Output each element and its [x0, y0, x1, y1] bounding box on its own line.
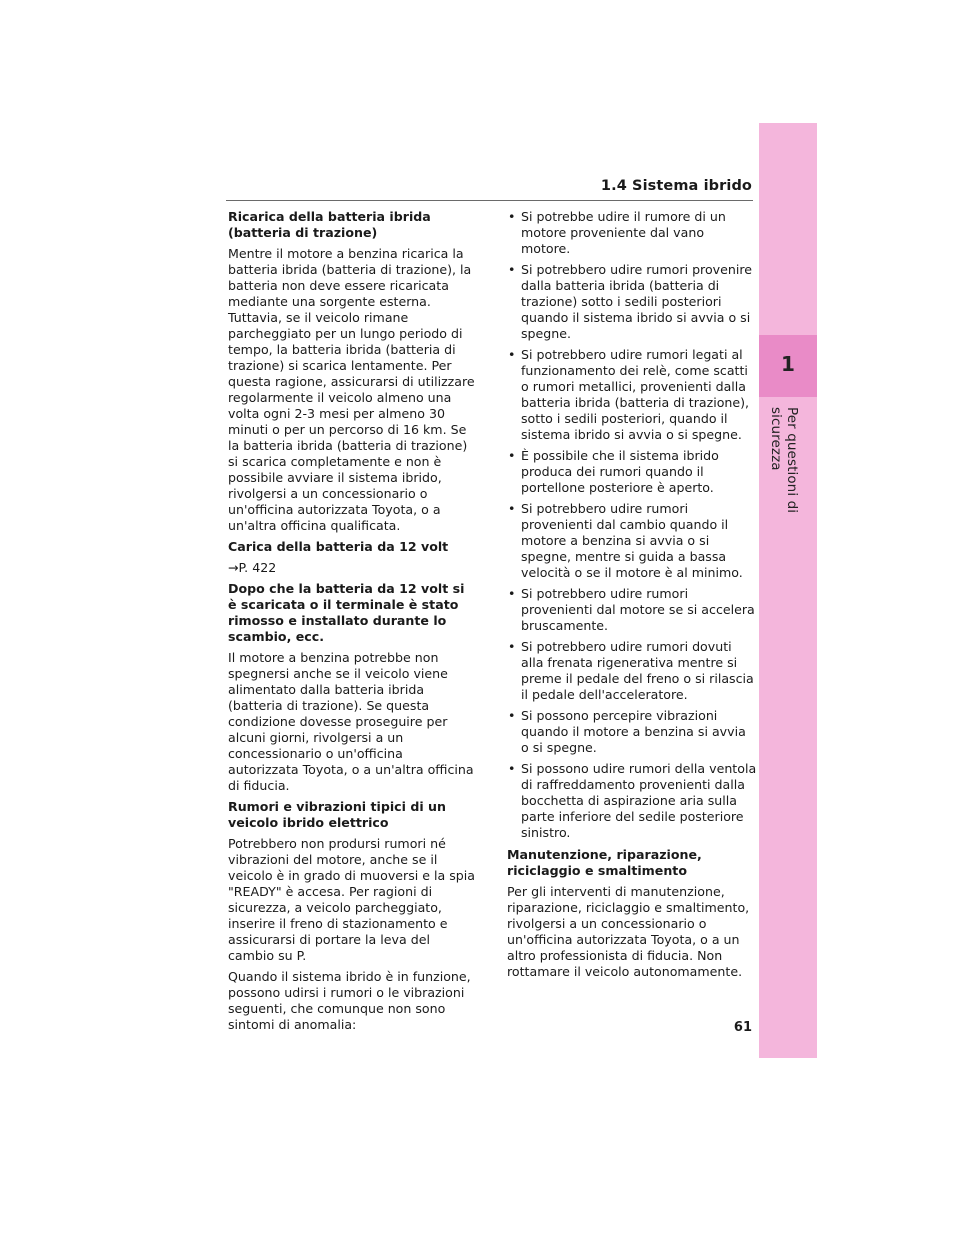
paragraph-maintenance: Per gli interventi di manutenzione, riparazione, riciclaggio e smaltimento, rivolgersi a un concessionario o un'officina autorizzata Toyota, o a un altro professionista di fiducia. Non rottamare il veicolo autonomamente. — [507, 884, 750, 979]
bullet-item — [507, 501, 757, 581]
heading-noise-vibration: Rumori e vibrazioni tipici di un veicolo ibrido elettrico — [228, 799, 446, 830]
paragraph-battery-charge: Mentre il motore a benzina ricarica la batteria ibrida (batteria di trazione), la batteria non deve essere ricaricata mediante una sorgente esterna. Tuttavia, se il veicolo rimane parcheggiato per un lungo periodo di tempo, la batteria ibrida (batteria di trazione) si scarica lentamente. Per questa ragione, assicurarsi di utilizzare regolarmente il veicolo almeno una volta ogni 2-3 mesi per almeno 30 minuti o per un percorso di 16 km. Se la batteria ibrida (batteria di trazione) si scarica completamente e non è possibile avviare il sistema ibrido, rivolgersi a un concessionario o un'officina autorizzata Toyota, o a un'altra officina qualificata. — [228, 246, 475, 533]
bullet-text: Si potrebbero udire rumori legati al funzionamento dei relè, come scatti o rumori metallici, provenienti dalla batteria ibrida (batteria di trazione), sotto i sedili posteriori, quando il sistema ibrido si avvia o si spegne. — [521, 347, 750, 442]
bullet-mark: • — [508, 708, 516, 723]
bullet-text: Si possono udire rumori della ventola di raffreddamento provenienti dalla bocchetta di aspirazione aria sulla parte inferiore del sedile posteriore sinistro. — [521, 761, 757, 840]
bullet-mark: • — [508, 639, 516, 654]
right-column — [507, 209, 757, 985]
bullet-item — [507, 448, 757, 496]
heading-12v-charge: Carica della batteria da 12 volt — [228, 539, 449, 554]
bullet-item — [507, 708, 757, 756]
chapter-number: 1 — [781, 352, 795, 376]
page-reference: →P. 422 — [228, 560, 277, 575]
bullet-item — [507, 586, 757, 634]
bullet-mark: • — [508, 347, 516, 362]
heading-12v-discharged: Dopo che la batteria da 12 volt si è scaricata o il terminale è stato rimosso e installato durante lo scambio, ecc. — [228, 581, 465, 644]
paragraph-noise-vibration: Potrebbero non prodursi rumori né vibrazioni del motore, anche se il veicolo è in grado di muoversi e la spia "READY" è accesa. Per ragioni di sicurezza, a veicolo parcheggiato, inserire il freno di stazionamento e assicurarsi di portare la leva del cambio su P. — [228, 836, 475, 963]
page-number: 61 — [733, 1020, 752, 1035]
bullet-mark: • — [508, 262, 516, 277]
header-divider — [226, 200, 753, 201]
chapter-title: Per questioni di sicurezza — [768, 407, 800, 514]
bullet-text: Si potrebbero udire rumori provenienti dal cambio quando il motore a benzina si avvia o si spegne, mentre si guida a bassa velocità o se il motore è al minimo. — [521, 501, 743, 580]
heading-battery-charge: Ricarica della batteria ibrida (batteria di trazione) — [228, 209, 431, 240]
bullet-text: Si potrebbero udire rumori provenire dalla batteria ibrida (batteria di trazione) sotto i sedili posteriori quando il sistema ibrido si avvia o si spegne. — [521, 262, 752, 341]
noise-bullet-list — [507, 209, 757, 841]
bullet-item — [507, 639, 757, 703]
bullet-item — [507, 347, 757, 443]
bullet-text: Si potrebbero udire rumori dovuti alla frenata rigenerativa mentre si preme il pedale del freno o si rilascia il pedale dell'acceleratore. — [521, 639, 754, 702]
bullet-item — [507, 209, 757, 257]
watermark-logo — [0, 1196, 960, 1242]
heading-maintenance: Manutenzione, riparazione, riciclaggio e smaltimento — [507, 847, 702, 878]
bullet-mark: • — [508, 501, 516, 516]
chapter-side-tab — [759, 123, 817, 1058]
bullet-mark: • — [508, 209, 516, 224]
chapter-number-box — [759, 335, 817, 397]
bullet-item — [507, 761, 757, 841]
left-column — [228, 209, 475, 1038]
bullet-item — [507, 262, 757, 342]
bullet-text: Si potrebbero udire rumori provenienti dal motore se si accelera bruscamente. — [521, 586, 755, 633]
paragraph-12v-discharged: Il motore a benzina potrebbe non spegnersi anche se il veicolo viene alimentato dalla batteria ibrida (batteria di trazione). Se questa condizione dovesse proseguire per alcuni giorni, rivolgersi a un concessionario o un'officina autorizzata Toyota, o a un'altra officina di fiducia. — [228, 650, 474, 793]
bullet-text: Si possono percepire vibrazioni quando il motore a benzina si avvia o si spegne. — [521, 708, 746, 755]
paragraph-hybrid-running: Quando il sistema ibrido è in funzione, possono udirsi i rumori o le vibrazioni seguenti, che comunque non sono sintomi di anomalia: — [228, 969, 471, 1032]
section-title: 1.4 Sistema ibrido — [600, 178, 752, 194]
bullet-mark: • — [508, 761, 516, 776]
bullet-mark: • — [508, 586, 516, 601]
bullet-mark: • — [508, 448, 516, 463]
bullet-text: È possibile che il sistema ibrido produca dei rumori quando il portellone posteriore è aperto. — [521, 448, 719, 495]
bullet-text: Si potrebbe udire il rumore di un motore proveniente dal vano motore. — [521, 209, 726, 256]
